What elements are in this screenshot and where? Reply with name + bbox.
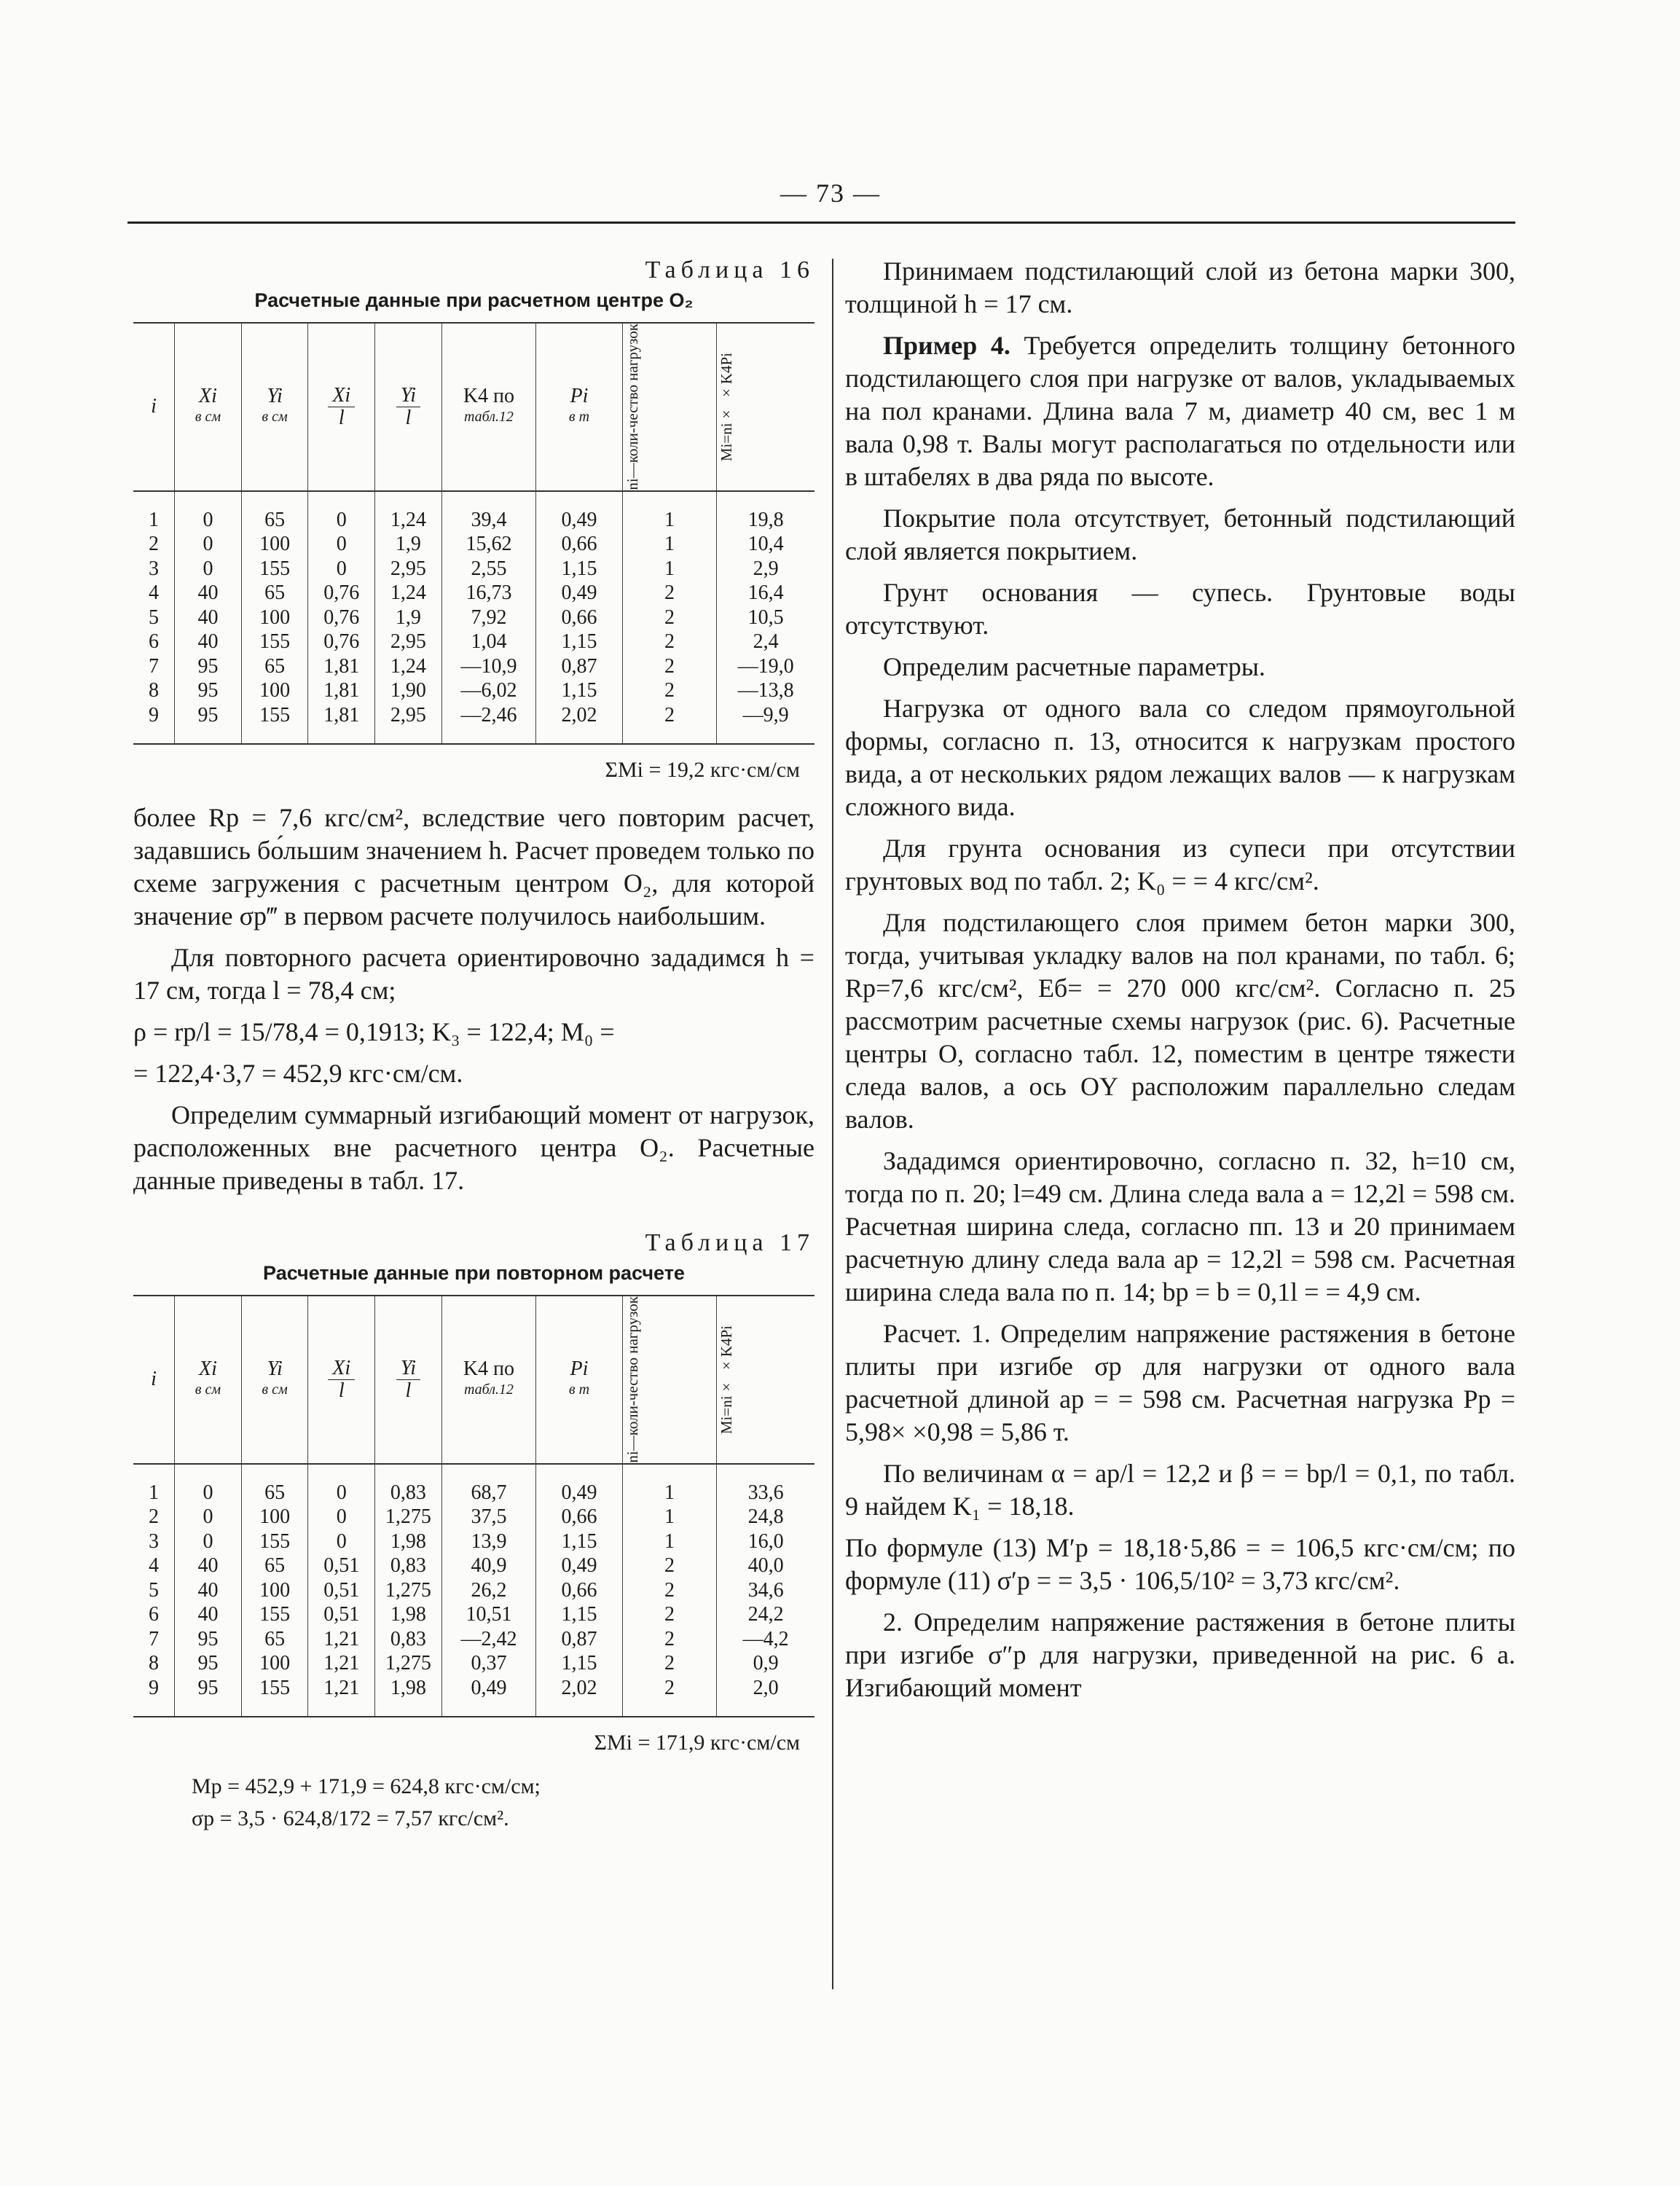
table17-cell: 8: [149, 1652, 160, 1675]
table17-cell: 1,275: [375, 1578, 442, 1603]
table17-caption: Таблица 17: [645, 1229, 815, 1257]
table16-cell: 1,9: [375, 606, 442, 630]
table17-cell: 1,15: [536, 1602, 623, 1627]
table17-row: [133, 1602, 815, 1627]
table17: [133, 1295, 815, 1717]
table16-cell: 1: [622, 557, 716, 581]
table17-cell: —4,2: [717, 1627, 815, 1652]
table16-cell: 2: [622, 630, 716, 654]
table17-cell: 68,7: [441, 1464, 535, 1505]
table17-cell: 5: [149, 1578, 160, 1602]
table17-cell: 2: [622, 1676, 716, 1717]
table16-cell: 1: [622, 491, 716, 533]
table16-cell: 15,62: [441, 532, 535, 557]
table17-cell: 1,15: [536, 1651, 623, 1676]
table17-cell: 0,49: [536, 1554, 623, 1578]
right-paragraph-13: 2. Определим напряжение растяжения в бетоне плиты при изгибе σ″р для нагрузки, приведенной на рис. 6 а. Изгибающий момент: [845, 1607, 1515, 1702]
table16-cell: 1,90: [375, 678, 442, 703]
table17-cell: 100: [241, 1505, 308, 1529]
right-paragraph-4: Грунт основания — супесь. Грунтовые воды отсутствуют.: [845, 578, 1515, 640]
right-paragraph-7: Для грунта основания из супеси при отсутствии грунтовых вод по табл. 2; K₀ = = 4 кгс/см².: [845, 834, 1515, 896]
table16-cell: 10,4: [717, 532, 815, 557]
table17-cell: 2,0: [717, 1676, 815, 1717]
table17-row: [133, 1464, 815, 1505]
right-paragraph-12: По формуле (13) M′р = 18,18·5,86 = = 106,5 кгс·см/см; по формуле (11) σ′р = = 3,5 · 106,5/10² = 3,73 кгс/см².: [845, 1533, 1515, 1595]
table16-cell: 6: [149, 630, 160, 654]
table17-cell: 9: [149, 1676, 160, 1699]
table16-cell: 40: [175, 581, 242, 606]
table17-cell: 1,98: [375, 1602, 442, 1627]
table16-cell: 39,4: [441, 491, 535, 533]
table17-cell: 65: [241, 1554, 308, 1578]
table17-cell: 2: [622, 1651, 716, 1676]
table17-cell: 40,9: [441, 1554, 535, 1578]
table16-cell: 2: [622, 654, 716, 679]
table16-cell: 1: [149, 508, 160, 531]
table16-cell: 0: [175, 532, 242, 557]
table17-cell: 1: [622, 1529, 716, 1554]
table17-cell: 0,83: [375, 1464, 442, 1505]
table17-cell: 65: [241, 1464, 308, 1505]
page-number: — 73 —: [780, 179, 881, 208]
table16-cell: —6,02: [441, 678, 535, 703]
table16-cell: 1,15: [536, 630, 623, 654]
table17-cell: 1,98: [375, 1676, 442, 1717]
table17-cell: 40: [175, 1602, 242, 1627]
table16-cell: —19,0: [717, 654, 815, 679]
right-paragraph-5: Определим расчетные параметры.: [883, 652, 1265, 681]
table17-cell: 26,2: [441, 1578, 535, 1603]
table17-cell: 0: [308, 1464, 375, 1505]
table17-cell: 0,83: [375, 1627, 442, 1652]
table17-cell: 37,5: [441, 1505, 535, 1529]
table17-cell: 155: [241, 1676, 308, 1717]
table16-cell: 100: [241, 606, 308, 630]
table16-cell: 1,15: [536, 678, 623, 703]
table17-cell: 0,87: [536, 1627, 623, 1652]
right-column: [845, 255, 1515, 1713]
table16-cell: 65: [241, 654, 308, 679]
table17-cell: 100: [241, 1578, 308, 1603]
table16-cell: 2,95: [375, 557, 442, 581]
right-paragraph-10: Расчет. 1. Определим напряжение растяжения в бетоне плиты при изгибе σр для нагрузки от одного вала расчетной длиной aр = = 598 см. Расчетная нагрузка Pр = 5,98× ×0,98 = 5,86 т.: [845, 1319, 1515, 1446]
left-paragraph-5: Определим суммарный изгибающий момент от нагрузок, расположенных вне расчетного центра O₂. Расчетные данные приведены в табл. 17.: [133, 1100, 815, 1196]
left-formula-rho: ρ = rр/l = 15/78,4 = 0,1913; K₃ = 122,4; M₀ =: [133, 1017, 615, 1047]
table17-cell: 0: [175, 1464, 242, 1505]
table16-row: [133, 678, 815, 703]
table17-cell: 155: [241, 1602, 308, 1627]
table17-cell: 2: [622, 1602, 716, 1627]
table16-header: i Xi в см Yi в см $\frac{Xi}{l}$ $\frac{Yi}{l}$ K4 по табл.12 Pi в т ni—коли-чество нагрузок Mi=ni× ×K4Pi: [133, 323, 815, 491]
table16-cell: 1,9: [375, 532, 442, 557]
table16-cell: 1,04: [441, 630, 535, 654]
table16-cell: —2,46: [441, 703, 535, 745]
table17-cell: 95: [175, 1651, 242, 1676]
table17-cell: 7: [149, 1627, 160, 1650]
table16-cell: 0,49: [536, 581, 623, 606]
table17-sum: ΣMi = 171,9 кгс·см/см: [594, 1731, 800, 1755]
table16-cell: 0,87: [536, 654, 623, 679]
table17-cell: 1,21: [308, 1651, 375, 1676]
table17-cell: 24,2: [717, 1602, 815, 1627]
table16-cell: 2,02: [536, 703, 623, 745]
table16-cell: 8: [149, 679, 160, 702]
table16-cell: 2,4: [717, 630, 815, 654]
table16-cell: 65: [241, 491, 308, 533]
table16-cell: 0: [175, 491, 242, 533]
table17-cell: 2: [622, 1627, 716, 1652]
left-formula-m0: = 122,4·3,7 = 452,9 кгс·см/см.: [133, 1059, 463, 1089]
table16-cell: 100: [241, 678, 308, 703]
right-paragraph-3: Покрытие пола отсутствует, бетонный подстилающий слой является покрытием.: [845, 504, 1515, 565]
table16-row: [133, 703, 815, 745]
table16-cell: 9: [149, 703, 160, 726]
table17-cell: 0,49: [441, 1676, 535, 1717]
table16-cell: —13,8: [717, 678, 815, 703]
table17-row: [133, 1554, 815, 1578]
table17-cell: 1,275: [375, 1651, 442, 1676]
table16-cell: 5: [149, 606, 160, 629]
table16-cell: 0,66: [536, 532, 623, 557]
table17-row: [133, 1529, 815, 1554]
table16-title: Расчетные данные при расчетном центре O₂: [254, 289, 694, 311]
table16-cell: 19,8: [717, 491, 815, 533]
table16-cell: 1,24: [375, 491, 442, 533]
table16-cell: 0: [308, 491, 375, 533]
table17-row: [133, 1578, 815, 1603]
table16-cell: 65: [241, 581, 308, 606]
table17-cell: 40: [175, 1554, 242, 1578]
table17-cell: 0,51: [308, 1554, 375, 1578]
table17-cell: 40: [175, 1578, 242, 1603]
table17-row: [133, 1651, 815, 1676]
right-paragraph-9: Зададимся ориентировочно, согласно п. 32, h=10 см, тогда по п. 20; l=49 см. Длина следа вала a = 12,2l = 598 см. Расчетная ширина следа, согласно пп. 13 и 20 принимаем расчетную длину следа вала aр = 12,2l = 598 см. Расчетная ширина следа вала по п. 14; bр = b = 0,1l = = 4,9 см.: [845, 1146, 1515, 1306]
table16-cell: 1,24: [375, 581, 442, 606]
left-paragraph-1: более Rр = 7,6 кгс/см², вследствие чего повторим расчет, задавшись бо́льшим значением h. Расчет проведем только по схеме загружения с расчетным центром O₂, для которой значение σр‴ в первом расчете получилось наибольшим.: [133, 803, 815, 931]
table16-cell: 0,66: [536, 606, 623, 630]
table16-cell: 155: [241, 630, 308, 654]
table16-cell: 4: [149, 581, 160, 605]
table17-cell: 0,66: [536, 1578, 623, 1603]
table17-cell: 0: [308, 1529, 375, 1554]
table17-cell: 0,83: [375, 1554, 442, 1578]
table16-cell: 7: [149, 654, 160, 678]
table16-cell: 1,81: [308, 654, 375, 679]
table17-cell: —2,42: [441, 1627, 535, 1652]
table16-cell: 0,49: [536, 491, 623, 533]
table16-row: [133, 606, 815, 630]
table17-cell: 24,8: [717, 1505, 815, 1529]
table16-cell: 10,5: [717, 606, 815, 630]
table16-cell: 2: [622, 678, 716, 703]
table17-cell: 1,21: [308, 1676, 375, 1717]
table16-row: [133, 581, 815, 606]
table16-cell: 95: [175, 703, 242, 745]
table16-cell: 2,95: [375, 630, 442, 654]
table16-cell: 0,76: [308, 581, 375, 606]
table16-cell: 155: [241, 557, 308, 581]
table17-cell: 95: [175, 1627, 242, 1652]
table17-header: i Xi в см Yi в см $\frac{Xi}{l}$ $\frac{Yi}{l}$ K4 по табл.12 Pi в т ni—коли-чество нагрузок Mi=ni× ×K4Pi: [133, 1296, 815, 1464]
table16-cell: 100: [241, 532, 308, 557]
table16-sum: ΣMi = 19,2 кгс·см/см: [605, 758, 800, 783]
table17-cell: 1,21: [308, 1627, 375, 1652]
table16-cell: 2: [149, 533, 160, 556]
table16: [133, 322, 815, 745]
table16-cell: 0: [308, 532, 375, 557]
table16-cell: 2,9: [717, 557, 815, 581]
table17-cell: 4: [149, 1554, 160, 1578]
table16-cell: 1,24: [375, 654, 442, 679]
table16-row: [133, 557, 815, 581]
table17-cell: 13,9: [441, 1529, 535, 1554]
table17-cell: 6: [149, 1603, 160, 1626]
table17-cell: 1: [622, 1505, 716, 1529]
table16-cell: 16,73: [441, 581, 535, 606]
table16-cell: 40: [175, 630, 242, 654]
table17-cell: 2: [622, 1578, 716, 1603]
table16-cell: 95: [175, 678, 242, 703]
left-paragraph-2: Для повторного расчета ориентировочно зададимся h = 17 см, тогда l = 78,4 см;: [133, 943, 815, 1006]
table17-row: [133, 1627, 815, 1652]
table17-cell: 95: [175, 1676, 242, 1717]
table17-cell: 1: [622, 1464, 716, 1505]
table16-cell: —9,9: [717, 703, 815, 745]
table16-cell: 1: [622, 532, 716, 557]
table17-cell: 0: [175, 1505, 242, 1529]
right-paragraph-8: Для подстилающего слоя примем бетон марки 300, тогда, учитывая укладку валов на пол кранами, по табл. 6; Rр=7,6 кгс/см², Eб= = 270 000 кгс/см². Согласно п. 25 рассмотрим расчетные схемы нагрузок (рис. 6). Расчетные центры O, согласно табл. 12, поместим в центре тяжести следа валов, а ось OY расположим параллельно следам валов.: [845, 908, 1515, 1134]
table17-cell: 0: [175, 1529, 242, 1554]
table16-cell: 3: [149, 557, 160, 580]
table16-cell: 0,76: [308, 630, 375, 654]
table17-title: Расчетные данные при повторном расчете: [263, 1262, 685, 1285]
example-heading: Пример 4.: [883, 331, 1010, 360]
table16-cell: 2,95: [375, 703, 442, 745]
table16-cell: —10,9: [441, 654, 535, 679]
table17-cell: 16,0: [717, 1529, 815, 1554]
table16-row: [133, 491, 815, 533]
table16-cell: 40: [175, 606, 242, 630]
table16-cell: 155: [241, 703, 308, 745]
right-paragraph-2: Пример 4. Требуется определить толщину бетонного подстилающего слоя при нагрузке от валов, укладываемых на пол кранами. Длина вала 7 м, диаметр 40 см, вес 1 м вала 0,98 т. Валы могут располагаться по отдельности или в штабелях в два ряда по высоте.: [845, 331, 1515, 491]
table17-row: [133, 1676, 815, 1717]
table16-row: [133, 532, 815, 557]
table17-cell: 1,98: [375, 1529, 442, 1554]
table17-cell: 0: [308, 1505, 375, 1529]
left-column: [133, 255, 815, 1838]
table17-cell: 0,9: [717, 1651, 815, 1676]
table16-cell: 95: [175, 654, 242, 679]
table16-cell: 16,4: [717, 581, 815, 606]
table16-row: [133, 654, 815, 679]
table16-cell: 1,81: [308, 678, 375, 703]
table17-cell: 65: [241, 1627, 308, 1652]
table16-cell: 1,81: [308, 703, 375, 745]
right-paragraph-11: По величинам α = aр/l = 12,2 и β = = bр/l = 0,1, по табл. 9 найдем K₁ = 18,18.: [845, 1459, 1515, 1521]
right-paragraph-1: Принимаем подстилающий слой из бетона марки 300, толщиной h = 17 см.: [845, 256, 1515, 318]
table16-cell: 2,55: [441, 557, 535, 581]
table16-cell: 2: [622, 606, 716, 630]
table17-cell: 33,6: [717, 1464, 815, 1505]
table17-cell: 1: [149, 1481, 160, 1504]
table16-caption: Таблица 16: [645, 256, 815, 283]
table16-cell: 0,76: [308, 606, 375, 630]
table17-cell: 3: [149, 1529, 160, 1553]
table16-cell: 1,15: [536, 557, 623, 581]
table17-cell: 100: [241, 1651, 308, 1676]
table16-cell: 2: [622, 581, 716, 606]
table17-cell: 2,02: [536, 1676, 623, 1717]
table16-cell: 0: [308, 557, 375, 581]
table17-cell: 0,51: [308, 1578, 375, 1603]
table17-cell: 0,37: [441, 1651, 535, 1676]
table16-cell: 2: [622, 703, 716, 745]
table17-cell: 10,51: [441, 1602, 535, 1627]
table17-cell: 0,66: [536, 1505, 623, 1529]
table17-cell: 1,15: [536, 1529, 623, 1554]
table17-cell: 0,51: [308, 1602, 375, 1627]
table17-cell: 1,275: [375, 1505, 442, 1529]
table17-cell: 34,6: [717, 1578, 815, 1603]
column-divider: [832, 259, 833, 1989]
table16-cell: 0: [175, 557, 242, 581]
table17-row: [133, 1505, 815, 1529]
table17-cell: 0,49: [536, 1464, 623, 1505]
table17-cell: 155: [241, 1529, 308, 1554]
table17-cell: 40,0: [717, 1554, 815, 1578]
sigma-formula: σр = 3,5 · 624,8/172 = 7,57 кгс/см².: [192, 1806, 509, 1831]
header-rule: [127, 222, 1515, 224]
table17-cell: 2: [149, 1505, 160, 1529]
table16-cell: 7,92: [441, 606, 535, 630]
right-paragraph-6: Нагрузка от одного вала со следом прямоугольной формы, согласно п. 13, относится к нагрузкам простого вида, а от нескольких рядом лежащих валов — к нагрузкам сложного вида.: [845, 694, 1515, 821]
table16-row: [133, 630, 815, 654]
mp-formula: Mр = 452,9 + 171,9 = 624,8 кгс·см/см;: [192, 1774, 541, 1799]
table17-cell: 2: [622, 1554, 716, 1578]
